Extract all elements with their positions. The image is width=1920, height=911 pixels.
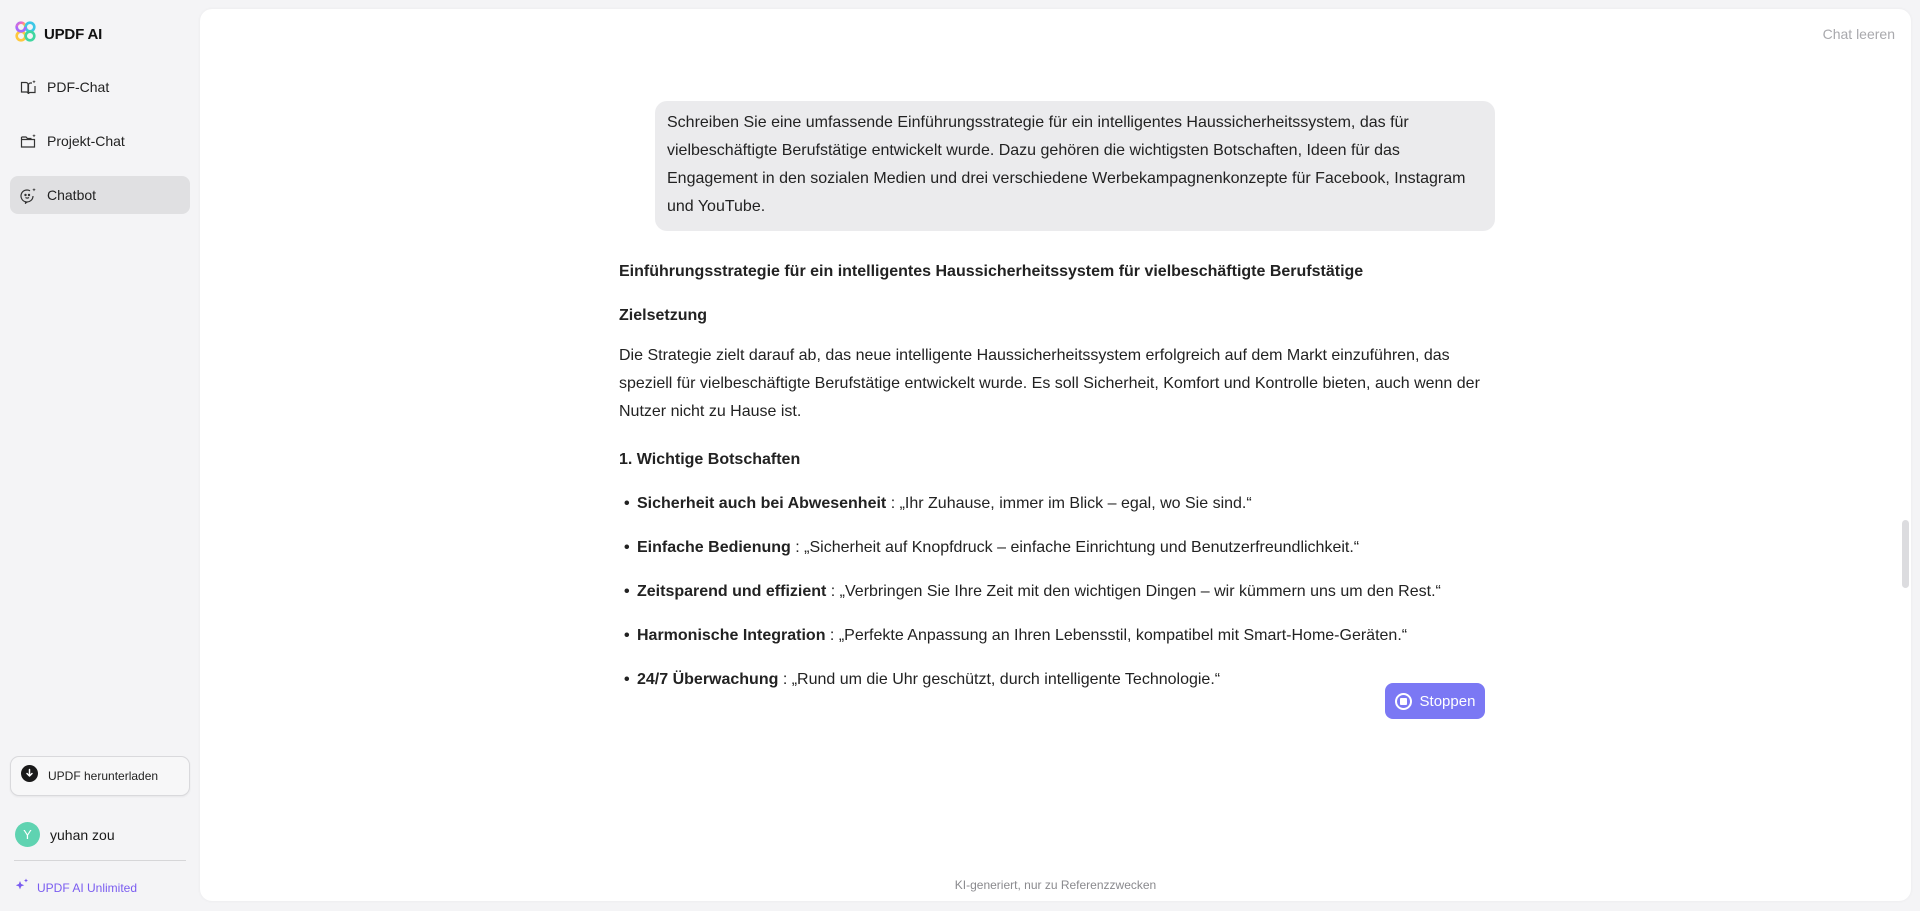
sidebar-item-pdf-chat[interactable] xyxy=(10,68,190,106)
sparkle-icon xyxy=(15,878,29,897)
list-item-text: : „Verbringen Sie Ihre Zeit mit den wichtigen Dingen – wir kümmern uns um den Rest.“ xyxy=(826,583,1441,600)
avatar: Y xyxy=(15,822,40,847)
bullet: • xyxy=(624,539,630,556)
stop-generation-button[interactable] xyxy=(1385,683,1485,719)
sidebar-item-label: Projekt-Chat xyxy=(47,133,125,149)
brand[interactable] xyxy=(15,23,102,45)
ai-disclaimer: KI-generiert, nur zu Referenzzwecken xyxy=(954,878,1157,892)
user-message-bubble: Schreiben Sie eine umfassende Einführungsstrategie für ein intelligentes Haussicherheitssystem, das für vielbeschäftigte Berufstätige entwickelt wurde. Dazu gehören die wichtigsten Botschaften, Ideen für das Engagement in den sozialen Medien und drei verschiedene Werbekampagnenkonzepte für Facebook, Instagram und YouTube. xyxy=(655,101,1495,231)
user-name: yuhan zou xyxy=(50,826,115,843)
list-item xyxy=(624,670,1220,690)
book-sparkle-icon xyxy=(20,79,37,96)
updf-logo-icon xyxy=(15,21,36,47)
sidebar-item-label: Chatbot xyxy=(47,187,97,203)
folder-sparkle-icon xyxy=(20,133,37,150)
scrollbar-thumb[interactable] xyxy=(1902,520,1909,588)
brand-name: UPDF AI xyxy=(44,25,103,43)
download-circle-icon xyxy=(21,765,38,787)
list-item-text: : „Ihr Zuhause, immer im Blick – egal, wo Sie sind.“ xyxy=(886,495,1252,512)
list-item-bold: Einfache Bedienung xyxy=(637,539,791,556)
chat-panel xyxy=(200,9,1911,901)
list-item-bold: Sicherheit auch bei Abwesenheit xyxy=(637,495,887,512)
sidebar-item-chatbot[interactable] xyxy=(10,176,190,214)
stop-circle-icon xyxy=(1395,693,1412,710)
list-item-text: : „Sicherheit auf Knopfdruck – einfache Einrichtung und Benutzerfreundlichkeit.“ xyxy=(790,539,1360,556)
list-item-bold: 24/7 Überwachung xyxy=(637,671,779,688)
section-heading-zielsetzung: Zielsetzung xyxy=(619,307,708,324)
sidebar xyxy=(0,0,200,911)
bullet: • xyxy=(624,671,630,688)
list-item-bold: Harmonische Integration xyxy=(637,627,826,644)
user-profile[interactable] xyxy=(15,822,115,847)
section-heading-botschaften: 1. Wichtige Botschaften xyxy=(619,451,801,468)
updf-ai-unlimited-link[interactable] xyxy=(15,878,137,897)
sidebar-item-label: PDF-Chat xyxy=(47,79,110,95)
sidebar-item-projekt-chat[interactable] xyxy=(10,122,190,160)
list-item xyxy=(624,538,1359,558)
download-updf-button[interactable] xyxy=(10,756,190,796)
list-item-bold: Zeitsparend und effizient xyxy=(637,583,827,600)
bullet: • xyxy=(624,495,630,512)
list-item xyxy=(624,494,1252,514)
download-label: UPDF herunterladen xyxy=(48,769,159,783)
bot-face-sparkle-icon xyxy=(20,187,37,204)
list-item-text: : „Rund um die Uhr geschützt, durch intelligente Technologie.“ xyxy=(778,671,1221,688)
sidebar-divider xyxy=(14,860,186,861)
answer-title: Einführungsstrategie für ein intelligentes Haussicherheitssystem für vielbeschäftigte Berufstätige xyxy=(619,263,1364,280)
list-item xyxy=(624,582,1441,602)
bullet: • xyxy=(624,583,630,600)
clear-chat-button[interactable]: Chat leeren xyxy=(1822,26,1895,42)
stop-label: Stoppen xyxy=(1419,692,1476,710)
section-paragraph: Die Strategie zielt darauf ab, das neue intelligente Haussicherheitssystem erfolgreich auf dem Markt einzuführen, das speziell für vielbeschäftigte Berufstätige entwickelt wurde. Es soll Sicherheit, Komfort und Kontrolle bieten, auch wenn der Nutzer nicht zu Hause ist. xyxy=(619,347,1480,420)
list-item-text: : „Perfekte Anpassung an Ihren Lebensstil, kompatibel mit Smart-Home-Geräten.“ xyxy=(825,627,1408,644)
bullet: • xyxy=(624,627,630,644)
list-item xyxy=(624,626,1407,646)
plan-label: UPDF AI Unlimited xyxy=(37,880,138,895)
